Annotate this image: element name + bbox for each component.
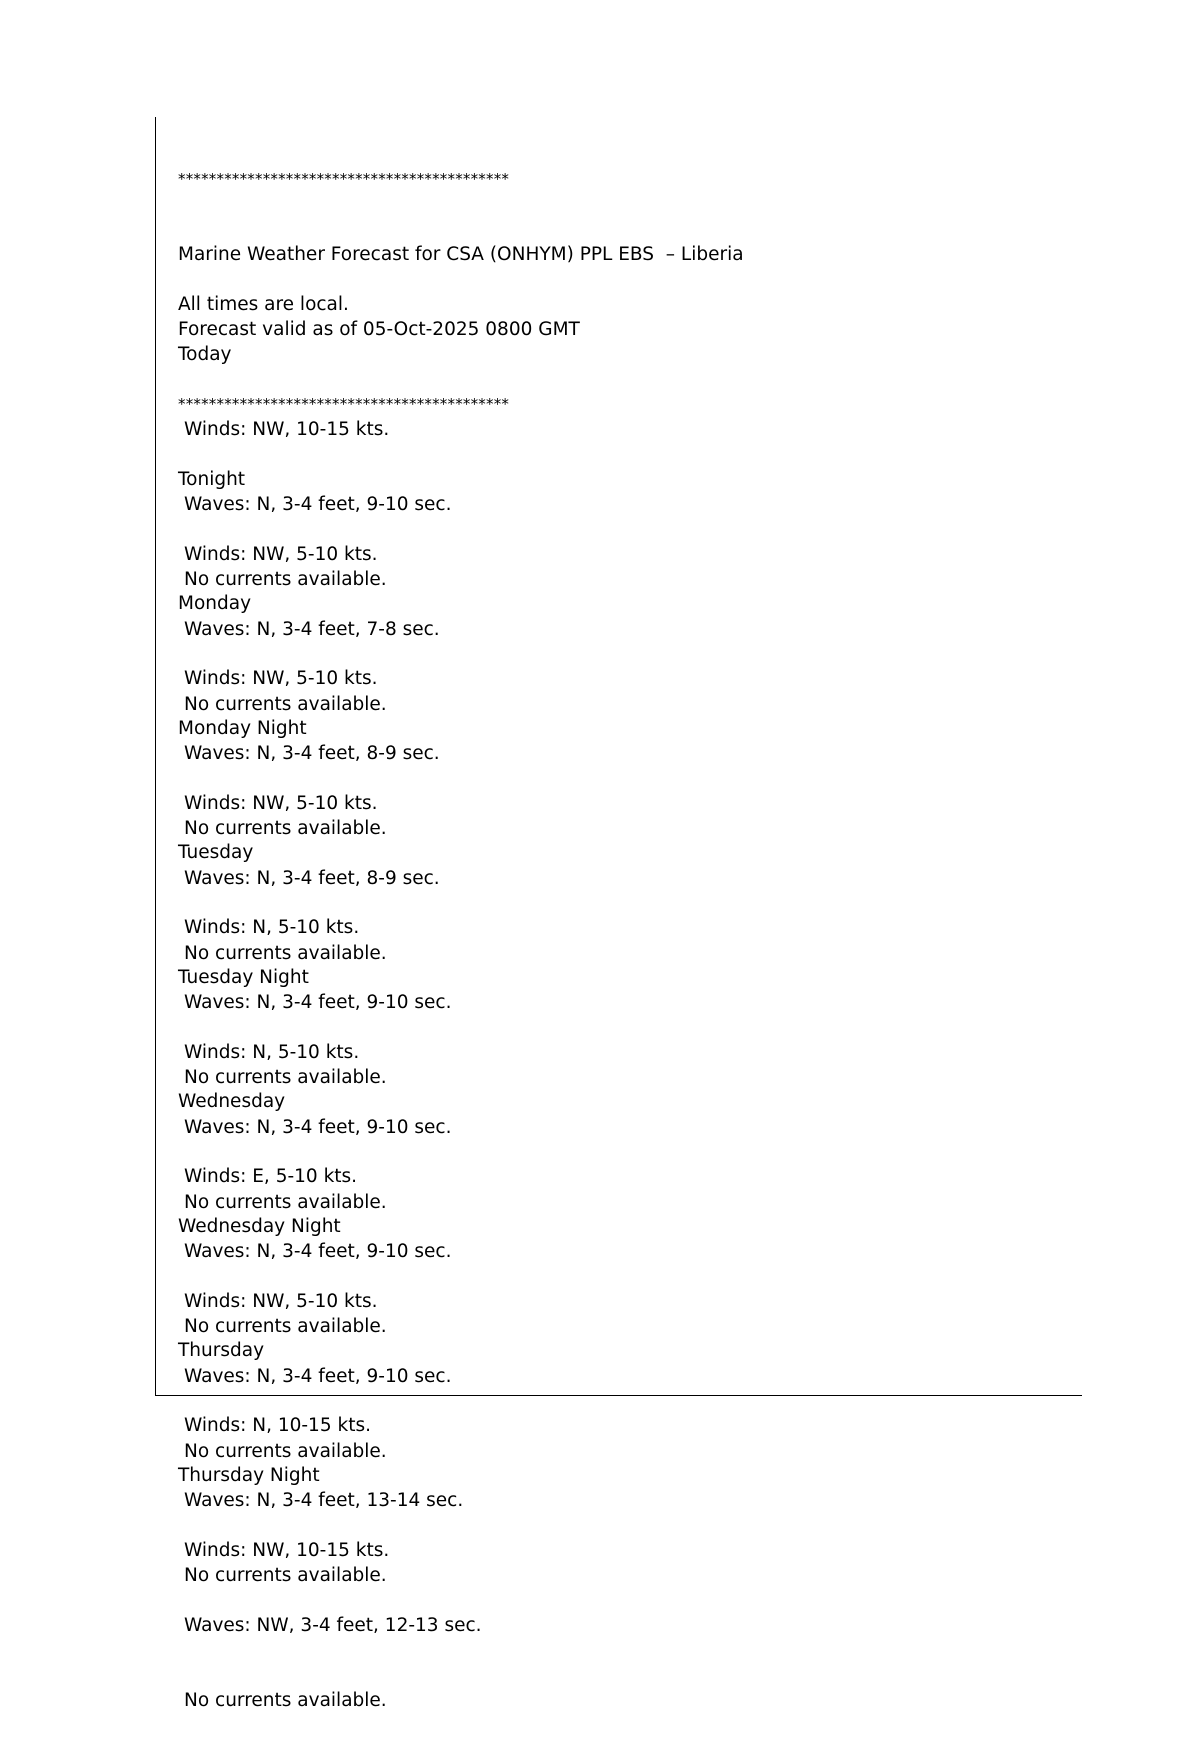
header-stars-bottom: ******************************************* bbox=[178, 395, 510, 413]
period-currents: No currents available. bbox=[184, 1191, 387, 1213]
period-name: Wednesday Night bbox=[178, 1215, 341, 1237]
period-currents: No currents available. bbox=[184, 569, 387, 590]
period-waves: Waves: N, 3-4 feet, 9-10 sec. bbox=[184, 1365, 452, 1387]
left-border-line bbox=[155, 117, 156, 1396]
period-name: Tuesday bbox=[178, 842, 254, 863]
period-currents: No currents available. bbox=[184, 693, 387, 715]
period-winds: Winds: E, 5-10 kts. bbox=[184, 1166, 358, 1187]
times-note-text: All times are local. bbox=[178, 294, 349, 315]
period-winds: Winds: NW, 5-10 kts. bbox=[184, 792, 378, 814]
period-name: Today bbox=[178, 344, 232, 365]
period-currents: No currents available. bbox=[184, 942, 387, 964]
period-waves: Waves: N, 3-4 feet, 8-9 sec. bbox=[184, 867, 440, 889]
period-name: Monday bbox=[178, 593, 252, 614]
period-name: Tonight bbox=[178, 468, 246, 490]
period-winds: Winds: N, 5-10 kts. bbox=[184, 1041, 360, 1063]
period-winds: Winds: N, 10-15 kts. bbox=[184, 1415, 371, 1436]
period-currents: No currents available. bbox=[184, 1067, 387, 1088]
forecast-title: Marine Weather Forecast for CSA (ONHYM) PPL EBS – Liberia bbox=[178, 244, 744, 265]
period-waves: Waves: N, 3-4 feet, 7-8 sec. bbox=[184, 618, 440, 640]
period-name: Tuesday Night bbox=[178, 966, 309, 988]
period-name: Wednesday bbox=[178, 1091, 286, 1112]
period-name: Thursday bbox=[178, 1340, 265, 1361]
period-currents: No currents available. bbox=[184, 1565, 387, 1586]
period-waves: Waves: N, 3-4 feet, 9-10 sec. bbox=[184, 494, 452, 515]
header-stars-top: ******************************************* bbox=[178, 170, 510, 188]
period-currents: No currents available. bbox=[184, 1689, 387, 1711]
period-winds: Winds: NW, 10-15 kts. bbox=[184, 419, 390, 440]
period-waves: Waves: N, 3-4 feet, 13-14 sec. bbox=[184, 1490, 464, 1511]
period-name: Thursday Night bbox=[178, 1464, 320, 1486]
period-waves: Waves: N, 3-4 feet, 9-10 sec. bbox=[184, 992, 452, 1013]
period-name: Monday Night bbox=[178, 717, 307, 739]
period-currents: No currents available. bbox=[184, 818, 387, 839]
period-winds: Winds: NW, 5-10 kts. bbox=[184, 543, 378, 565]
forecast-period bbox=[178, 1413, 482, 1763]
period-winds: Winds: NW, 10-15 kts. bbox=[184, 1539, 390, 1561]
period-winds: Winds: N, 5-10 kts. bbox=[184, 917, 360, 938]
period-waves: Waves: N, 3-4 feet, 8-9 sec. bbox=[184, 743, 440, 764]
forecast-valid-time: Forecast valid as of 05-Oct-2025 0800 GMT bbox=[178, 319, 580, 340]
period-waves: Waves: N, 3-4 feet, 9-10 sec. bbox=[184, 1241, 452, 1262]
period-waves: Waves: N, 3-4 feet, 9-10 sec. bbox=[184, 1116, 452, 1138]
period-currents: No currents available. bbox=[184, 1316, 387, 1337]
period-currents: No currents available. bbox=[184, 1440, 387, 1462]
period-winds: Winds: NW, 5-10 kts. bbox=[184, 1290, 378, 1312]
period-winds: Winds: NW, 5-10 kts. bbox=[184, 668, 378, 689]
period-waves: Waves: NW, 3-4 feet, 12-13 sec. bbox=[184, 1614, 482, 1636]
